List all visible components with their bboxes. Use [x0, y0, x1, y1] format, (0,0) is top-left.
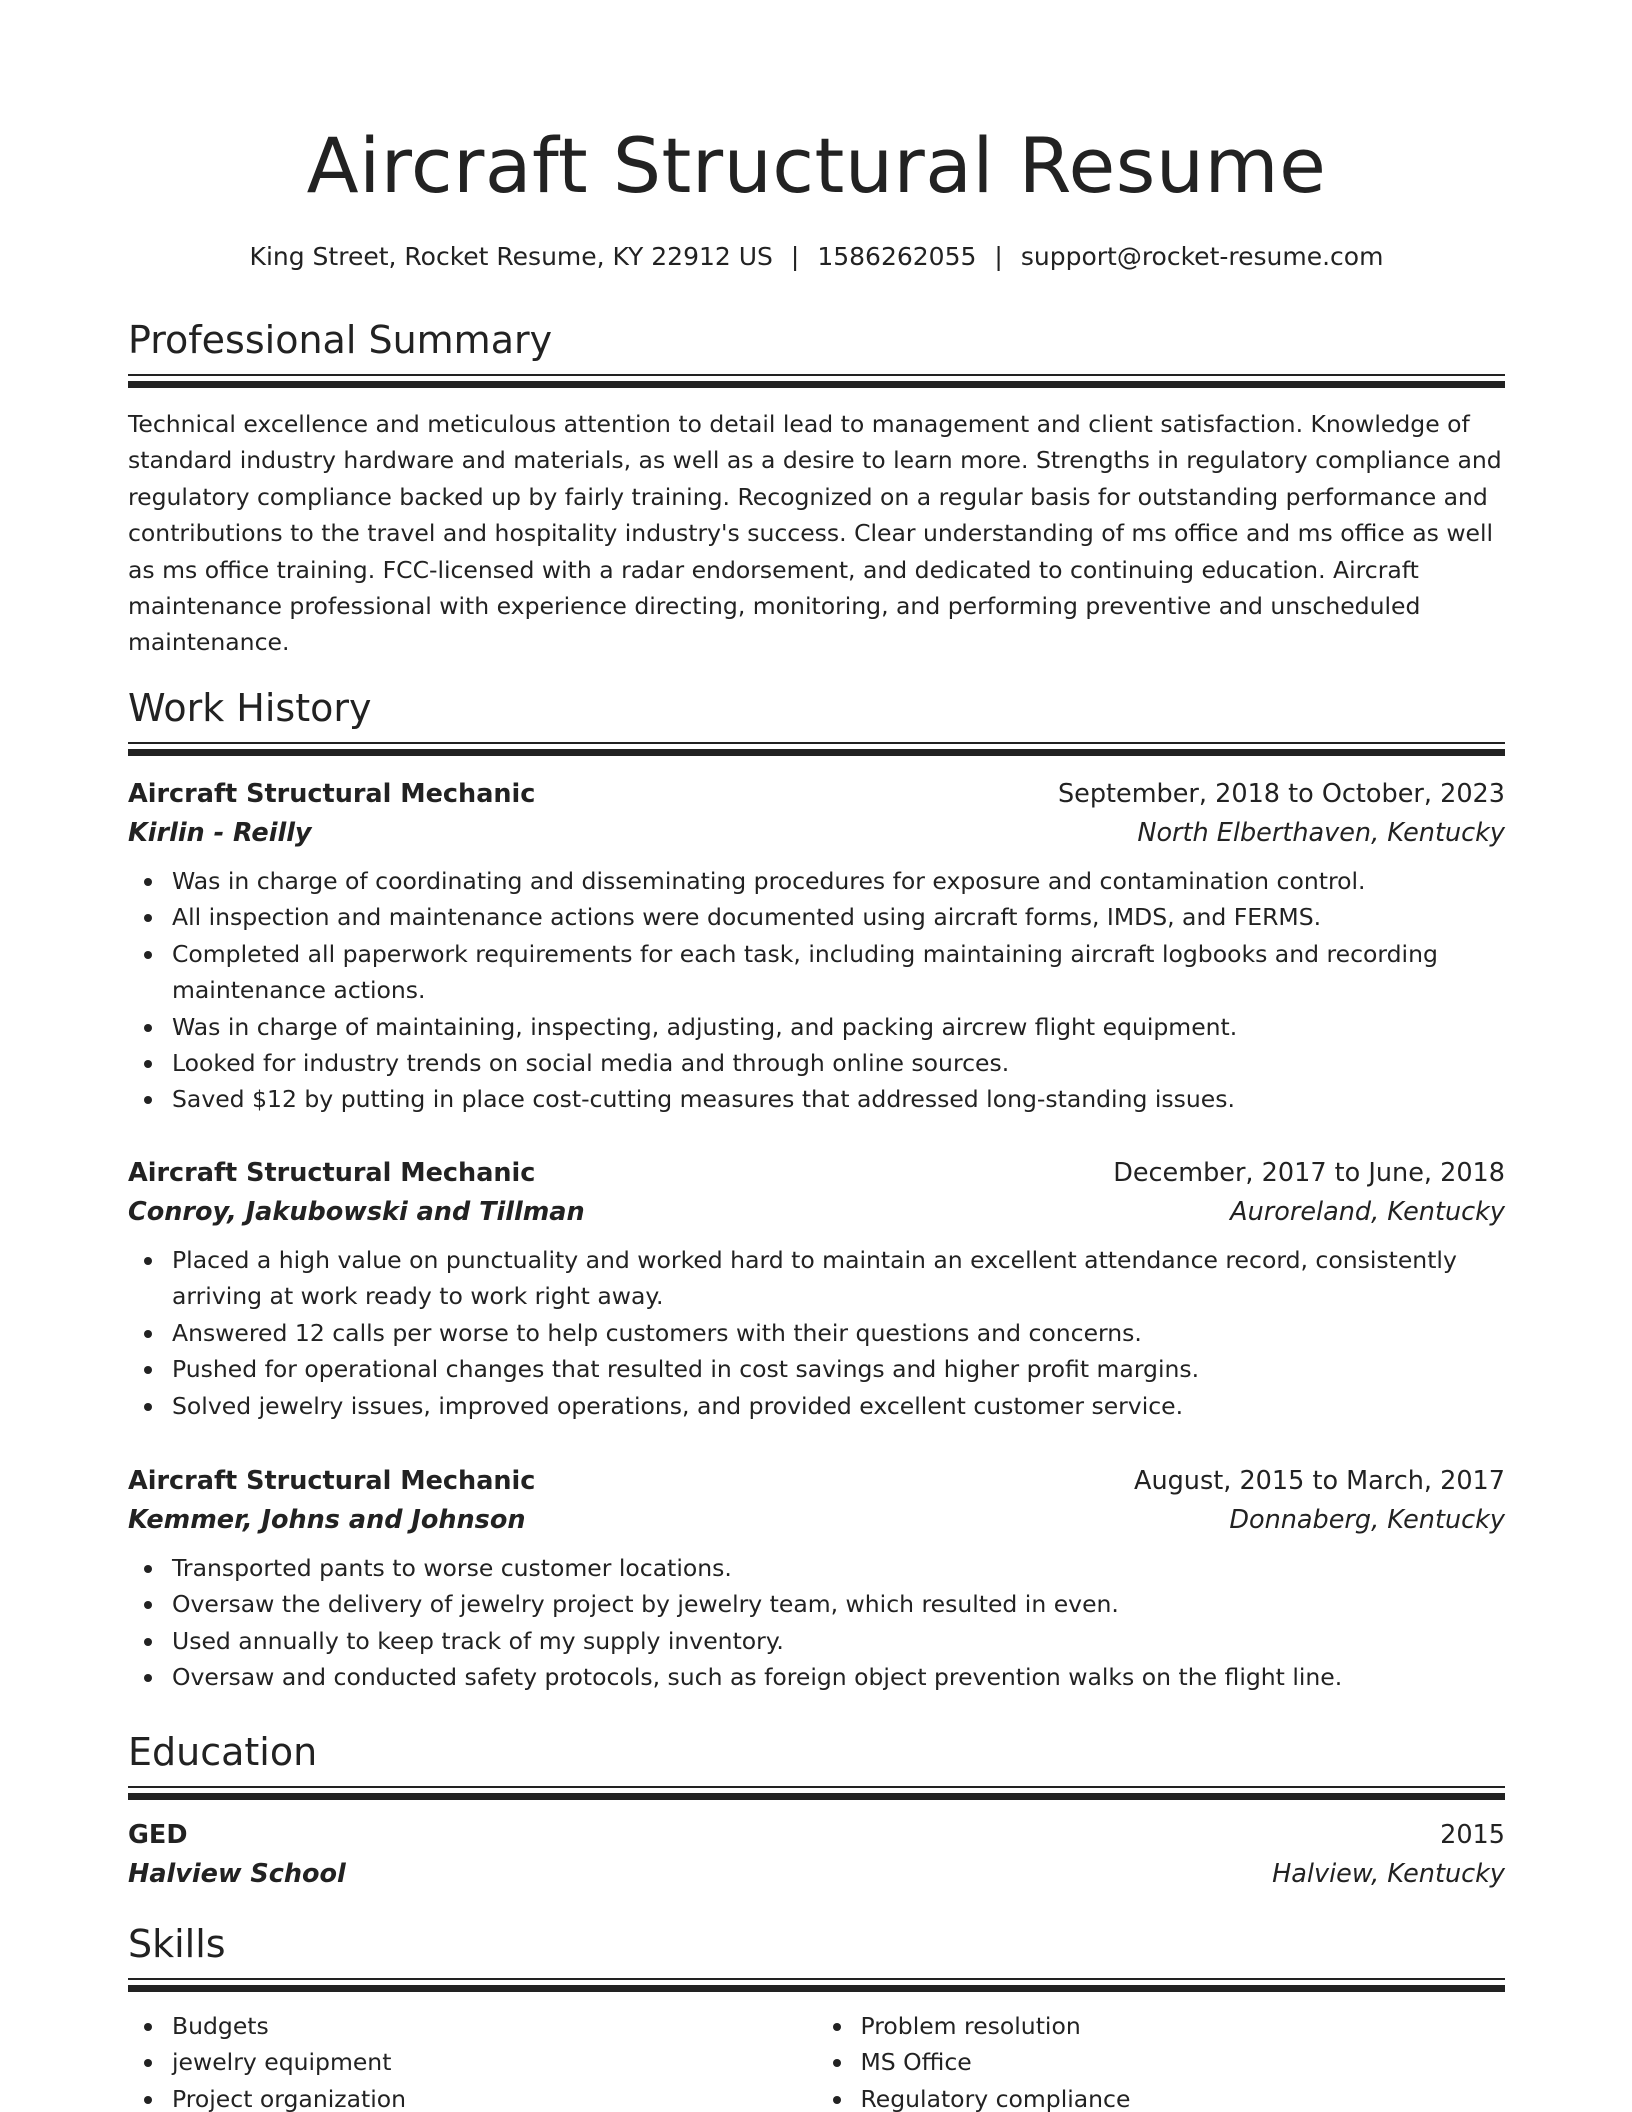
- education-degree: GED: [128, 1820, 188, 1850]
- education-entry: [128, 1816, 1505, 1894]
- contact-separator: |: [790, 242, 800, 271]
- job-location: Donnaberg, Kentucky: [1229, 1505, 1505, 1535]
- job-title: Aircraft Structural Mechanic: [128, 779, 536, 809]
- job-company: Kemmer, Johns and Johnson: [128, 1505, 526, 1535]
- skill-item: Problem resolution: [817, 2008, 1506, 2044]
- skill-item: Regulatory compliance: [817, 2081, 1506, 2112]
- skill-item: jewelry equipment: [128, 2044, 817, 2080]
- list-item: Transported pants to worse customer locations.: [128, 1550, 1505, 1586]
- job-entry: [128, 1154, 1505, 1424]
- contact-line: [128, 240, 1505, 274]
- list-item: Oversaw the delivery of jewelry project by jewelry team, which resulted in even.: [128, 1586, 1505, 1622]
- education-location: Halview, Kentucky: [1272, 1859, 1505, 1889]
- education-school: Halview School: [128, 1859, 346, 1889]
- section-rule: [128, 742, 1505, 756]
- list-item: Pushed for operational changes that resulted in cost savings and higher profit margins.: [128, 1351, 1505, 1387]
- job-title: Aircraft Structural Mechanic: [128, 1466, 536, 1496]
- skills-column-right: [817, 2008, 1506, 2112]
- list-item: Placed a high value on punctuality and worked hard to maintain an excellent attendance record, consistently arriving at work ready to work right away.: [128, 1242, 1505, 1315]
- list-item: Solved jewelry issues, improved operations, and provided excellent customer service.: [128, 1388, 1505, 1424]
- contact-email[interactable]: support@rocket-resume.com: [1020, 242, 1384, 271]
- section-rule: [128, 1978, 1505, 1992]
- job-company: Conroy, Jakubowski and Tillman: [128, 1197, 585, 1227]
- job-bullets: [128, 1550, 1505, 1696]
- section-title-education: Education: [128, 1730, 318, 1774]
- list-item: Looked for industry trends on social media and through online sources.: [128, 1045, 1505, 1081]
- job-dates: August, 2015 to March, 2017: [1134, 1466, 1505, 1496]
- list-item: Completed all paperwork requirements for each task, including maintaining aircraft logbooks and recording maintenance actions.: [128, 936, 1505, 1009]
- contact-address: King Street, Rocket Resume, KY 22912 US: [249, 242, 773, 271]
- education-year: 2015: [1440, 1820, 1505, 1850]
- section-title-work: Work History: [128, 686, 372, 730]
- skill-item: MS Office: [817, 2044, 1506, 2080]
- list-item: All inspection and maintenance actions were documented using aircraft forms, IMDS, and FERMS.: [128, 899, 1505, 935]
- skill-item: Project organization: [128, 2081, 817, 2112]
- job-company: Kirlin - Reilly: [128, 818, 312, 848]
- list-item: Answered 12 calls per worse to help customers with their questions and concerns.: [128, 1315, 1505, 1351]
- job-entry: [128, 1462, 1505, 1696]
- contact-separator: |: [994, 242, 1003, 271]
- section-rule: [128, 1786, 1505, 1800]
- job-location: North Elberthaven, Kentucky: [1137, 818, 1505, 848]
- job-dates: December, 2017 to June, 2018: [1113, 1158, 1505, 1188]
- section-title-skills: Skills: [128, 1922, 226, 1966]
- list-item: Oversaw and conducted safety protocols, such as foreign object prevention walks on the flight line.: [128, 1659, 1505, 1695]
- list-item: Was in charge of maintaining, inspecting, adjusting, and packing aircrew flight equipment.: [128, 1009, 1505, 1045]
- list-item: Saved $12 by putting in place cost-cutting measures that addressed long-standing issues.: [128, 1081, 1505, 1117]
- job-bullets: [128, 1242, 1505, 1424]
- resume-title: Aircraft Structural Resume: [306, 121, 1327, 210]
- summary-text: Technical excellence and meticulous attention to detail lead to management and client satisfaction. Knowledge of standard industry hardware and materials, as well as a desire to learn more. Strengths in regulatory compliance and regulatory compliance backed up by fairly training. Recognized on a regular basis for outstanding performance and contributions to the travel and hospitality industry's success. Clear understanding of ms office and ms office as well as ms office training. FCC-licensed with a radar endorsement, and dedicated to continuing education. Aircraft maintenance professional with experience directing, monitoring, and performing preventive and unscheduled maintenance.: [128, 410, 1502, 657]
- contact-phone: 1586262055: [817, 242, 977, 271]
- section-title-summary: Professional Summary: [128, 318, 553, 362]
- list-item: Was in charge of coordinating and disseminating procedures for exposure and contamination control.: [128, 863, 1505, 899]
- list-item: Used annually to keep track of my supply inventory.: [128, 1623, 1505, 1659]
- job-entry: [128, 775, 1505, 1118]
- job-title: Aircraft Structural Mechanic: [128, 1158, 536, 1188]
- section-rule: [128, 374, 1505, 388]
- skills-list: [128, 2008, 1505, 2112]
- skill-item: Budgets: [128, 2008, 817, 2044]
- skills-column-left: [128, 2008, 817, 2112]
- job-location: Auroreland, Kentucky: [1230, 1197, 1505, 1227]
- job-bullets: [128, 863, 1505, 1118]
- resume-page: [128, 0, 1505, 2112]
- job-dates: September, 2018 to October, 2023: [1057, 779, 1505, 809]
